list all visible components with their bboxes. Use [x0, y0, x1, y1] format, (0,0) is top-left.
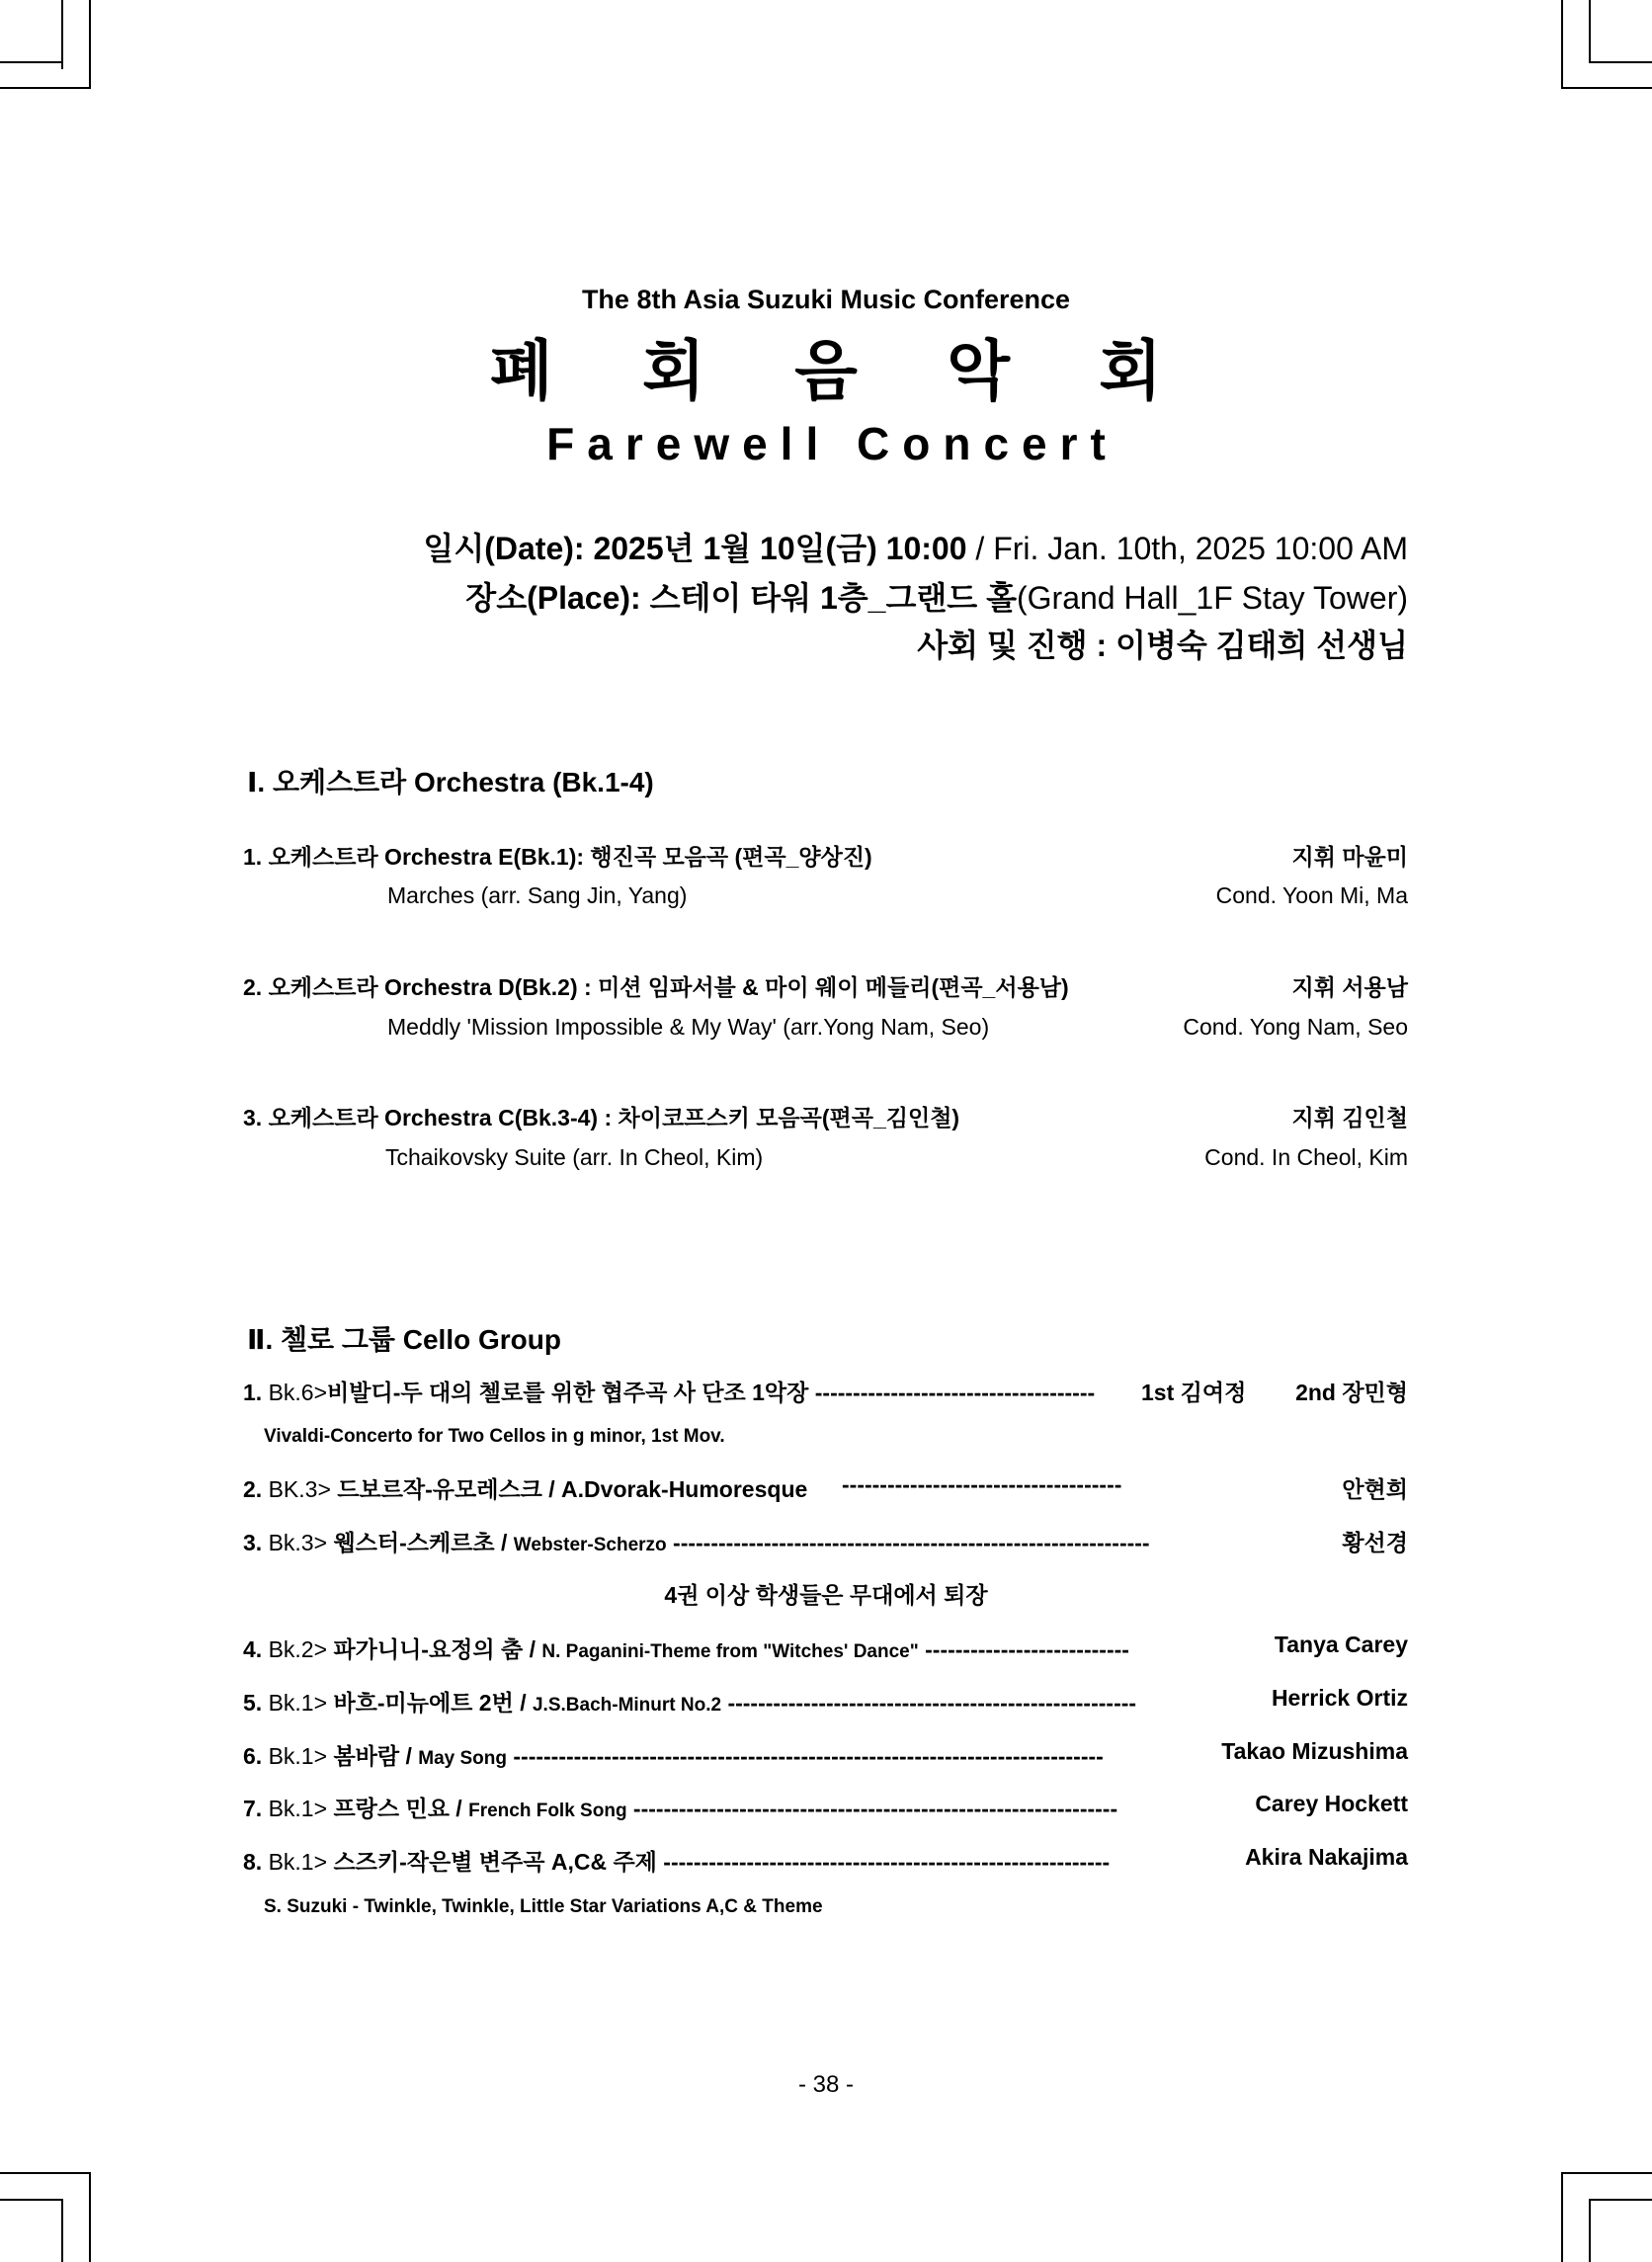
place-line: [465, 573, 1408, 619]
place-label: 장소(Place): 스테이 타워 1층_그랜드 홀: [465, 580, 1017, 616]
section-cello-title: Ⅱ. 첼로 그룹 Cello Group: [247, 1324, 561, 1355]
conductor-korean: 지휘 김인철: [1291, 1105, 1408, 1131]
performer-first: 1st 김여정: [1141, 1380, 1247, 1405]
cello-item-subtitle: Vivaldi-Concerto for Two Cellos in g minor, 1st Mov.: [264, 1426, 725, 1447]
orchestra-item-subtitle: Tchaikovsky Suite (arr. In Cheol, Kim): [385, 1144, 764, 1170]
performer-second: 2nd 장민형: [1295, 1380, 1408, 1405]
orchestra-item-title: 3. 오케스트라 Orchestra C(Bk.3-4) : 차이코프스키 모음곡(편곡_김인철): [243, 1105, 960, 1131]
cello-item-title: 5. Bk.1> 바흐-미뉴에트 2번 / J.S.Bach-Minurt No.2 ------------------------------------------------------: [243, 1690, 1137, 1716]
conductor-english: Cond. Yoon Mi, Ma: [1215, 882, 1408, 908]
conductor-english: Cond. Yong Nam, Seo: [1183, 1014, 1408, 1040]
page-title-english: Farewell Concert: [546, 418, 1118, 469]
cello-item-dashes: -------------------------------------: [842, 1471, 1122, 1497]
section-orchestra-title: Ⅰ. 오케스트라 Orchestra (Bk.1-4): [247, 767, 654, 797]
cello-item-title: 3. Bk.3> 웹스터-스케르초 / Webster-Scherzo ---------------------------------------------------------------: [243, 1530, 1150, 1555]
page-number: - 38 -: [797, 2071, 854, 2098]
date-label: 일시(Date): 2025년 1월 10일(금) 10:00: [423, 531, 967, 566]
conductor-korean: 지휘 서용남: [1291, 974, 1408, 1000]
performer: Takao Mizushima: [1221, 1738, 1408, 1764]
place-english: (Grand Hall_1F Stay Tower): [1017, 580, 1408, 616]
performer: Carey Hockett: [1255, 1791, 1408, 1816]
event-title: The 8th Asia Suzuki Music Conference: [581, 285, 1071, 314]
page-title-korean: 폐 회 음 악 회: [489, 334, 1198, 407]
date-line: [423, 524, 1408, 569]
performer: Herrick Ortiz: [1271, 1685, 1408, 1711]
cello-item-title: 4. Bk.2> 파가니니-요정의 춤 / N. Paganini-Theme from "Witches' Dance" ---------------------------: [243, 1636, 1129, 1662]
date-english: / Fri. Jan. 10th, 2025 10:00 AM: [966, 531, 1408, 566]
cello-item-title: 1. Bk.6>비발디-두 대의 첼로를 위한 협주곡 사 단조 1악장 -------------------------------------: [243, 1380, 1096, 1405]
performer: 안현희: [1342, 1476, 1408, 1502]
orchestra-item-subtitle: Meddly 'Mission Impossible & My Way' (arr.Yong Nam, Seo): [387, 1014, 990, 1040]
orchestra-item-title: 2. 오케스트라 Orchestra D(Bk.2) : 미션 임파서블 & 마이 웨이 메들리(편곡_서용남): [243, 974, 1069, 1000]
cello-item-title: 2. BK.3> 드보르작-유모레스크 / A.Dvorak-Humoresque: [243, 1476, 808, 1502]
conductor-english: Cond. In Cheol, Kim: [1204, 1144, 1408, 1170]
orchestra-item-subtitle: Marches (arr. Sang Jin, Yang): [387, 882, 688, 908]
performer: Tanya Carey: [1274, 1632, 1408, 1657]
cello-item-title: 6. Bk.1> 봄바람 / May Song ------------------------------------------------------------------------------: [243, 1743, 1104, 1769]
stage-exit-notice: 4권 이상 학생들은 무대에서 퇴장: [664, 1582, 988, 1608]
cello-item-title: 7. Bk.1> 프랑스 민요 / French Folk Song ----------------------------------------------------------------: [243, 1796, 1118, 1821]
performer: Akira Nakajima: [1245, 1844, 1408, 1870]
cello-item-subtitle: S. Suzuki - Twinkle, Twinkle, Little Star Variations A,C & Theme: [264, 1896, 823, 1917]
host-line: 사회 및 진행 : 이병숙 김태희 선생님: [917, 628, 1408, 663]
orchestra-item-title: 1. 오케스트라 Orchestra E(Bk.1): 행진곡 모음곡 (편곡_양상진): [243, 844, 872, 870]
conductor-korean: 지휘 마윤미: [1291, 844, 1408, 870]
performer: 황선경: [1342, 1530, 1408, 1555]
cello-item-title: 8. Bk.1> 스즈키-작은별 변주곡 A,C& 주제 -----------------------------------------------------------: [243, 1849, 1111, 1875]
